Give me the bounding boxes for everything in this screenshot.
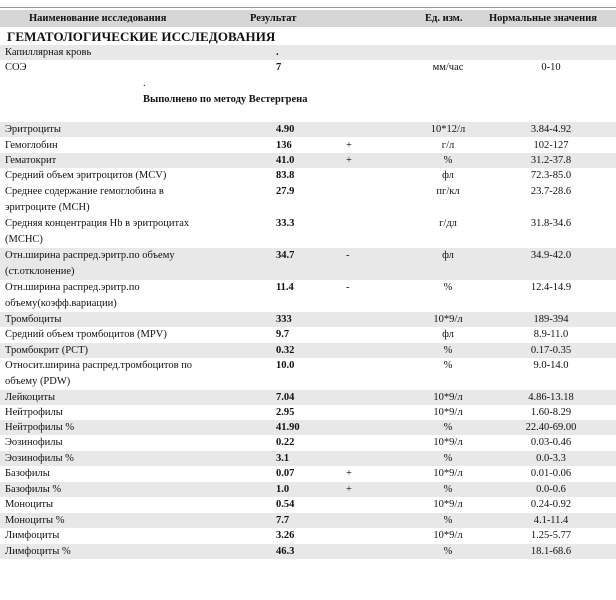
reference-range: 0.0-0.6 bbox=[536, 484, 566, 495]
test-name: Лимфоциты bbox=[5, 530, 60, 541]
table-row bbox=[0, 435, 616, 451]
test-result: 0.54 bbox=[276, 499, 295, 510]
reference-range: 189-394 bbox=[533, 314, 569, 325]
test-unit: % bbox=[443, 546, 453, 557]
reference-range: 34.9-42.0 bbox=[530, 250, 572, 261]
reference-range: 0.24-0.92 bbox=[530, 499, 572, 510]
test-result: 11.4 bbox=[276, 282, 294, 293]
test-result: 9.7 bbox=[276, 329, 290, 340]
table-row bbox=[0, 280, 616, 312]
table-row bbox=[0, 168, 616, 184]
table-row bbox=[0, 544, 616, 559]
method-note: Выполнено по методу Вестергрена bbox=[143, 94, 308, 105]
test-result: 0.07 bbox=[276, 468, 295, 479]
test-name: Отн.ширина распред.эритр.по объему (ст.отклонение) bbox=[5, 250, 175, 277]
test-result: 7.04 bbox=[276, 392, 295, 403]
reference-range: 12.4-14.9 bbox=[530, 282, 572, 293]
reference-range: 0.03-0.46 bbox=[530, 437, 572, 448]
table-row bbox=[0, 497, 616, 513]
table-row bbox=[0, 138, 616, 153]
reference-range: 9.0-14.0 bbox=[533, 360, 569, 371]
header-unit: Ед. изм. bbox=[425, 13, 463, 24]
reference-range: 0.0-3.3 bbox=[536, 453, 566, 464]
test-name: Средний объем эритроцитов (MCV) bbox=[5, 170, 167, 181]
method-dot: . bbox=[143, 78, 146, 89]
test-result: 10.0 bbox=[276, 360, 295, 371]
reference-range: 4.1-11.4 bbox=[533, 515, 569, 526]
test-name: Моноциты % bbox=[5, 515, 65, 526]
test-result: 41.90 bbox=[276, 422, 300, 433]
test-name: Эозинофилы bbox=[5, 437, 63, 448]
test-unit: 10*9/л bbox=[433, 392, 463, 403]
test-unit: мм/час bbox=[432, 62, 464, 73]
table-row bbox=[0, 451, 616, 466]
reference-range: 22.40-69.00 bbox=[525, 422, 577, 433]
test-name: Тромбоциты bbox=[5, 314, 62, 325]
test-name: Гематокрит bbox=[5, 155, 57, 166]
section-title: ГЕМАТОЛОГИЧЕСКИЕ ИССЛЕДОВАНИЯ bbox=[7, 29, 276, 44]
test-result: 27.9 bbox=[276, 186, 295, 197]
table-header bbox=[0, 10, 616, 27]
result-flag: + bbox=[346, 155, 352, 166]
reference-range: 0.17-0.35 bbox=[530, 345, 572, 356]
result-flag: + bbox=[346, 468, 352, 479]
reference-range: 31.8-34.6 bbox=[530, 218, 572, 229]
table-row bbox=[0, 420, 616, 435]
test-result: 83.8 bbox=[276, 170, 295, 181]
test-unit: фл bbox=[442, 170, 454, 181]
test-name: Средний объем тромбоцитов (MPV) bbox=[5, 329, 167, 340]
test-unit: 10*9/л bbox=[433, 407, 463, 418]
header-norm: Нормальные значения bbox=[489, 13, 597, 24]
table-row bbox=[0, 60, 616, 76]
test-name: Эозинофилы % bbox=[5, 453, 74, 464]
test-name: Эритроциты bbox=[5, 124, 61, 135]
test-result: 333 bbox=[276, 314, 292, 325]
test-result: 46.3 bbox=[276, 546, 295, 557]
table-row bbox=[0, 248, 616, 280]
test-result: 3.1 bbox=[276, 453, 290, 464]
table-row bbox=[0, 122, 616, 137]
test-result: 33.3 bbox=[276, 218, 295, 229]
table-row bbox=[0, 482, 616, 497]
test-name: Нейтрофилы % bbox=[5, 422, 75, 433]
reference-range: 0-10 bbox=[541, 62, 561, 73]
test-unit: фл bbox=[442, 329, 454, 340]
test-name: Нейтрофилы bbox=[5, 407, 63, 418]
test-name: Среднее содержание гемоглобина в эритроците (MCH) bbox=[5, 186, 164, 213]
table-row bbox=[0, 343, 616, 358]
test-name: Базофилы % bbox=[5, 484, 62, 495]
table-row bbox=[0, 327, 616, 343]
test-name: Моноциты bbox=[5, 499, 54, 510]
top-border bbox=[0, 0, 616, 8]
reference-range: 23.7-28.6 bbox=[530, 186, 572, 197]
test-name: Гемоглобин bbox=[5, 140, 58, 151]
table-row bbox=[0, 216, 616, 248]
table-row bbox=[0, 528, 616, 544]
reference-range: 8.9-11.0 bbox=[533, 329, 569, 340]
test-result: 34.7 bbox=[276, 250, 295, 261]
test-name: Отн.ширина распред.эритр.по объему(коэфф.вариации) bbox=[5, 282, 140, 309]
table-row bbox=[0, 45, 616, 60]
result-flag: - bbox=[346, 250, 350, 261]
test-result: 41.0 bbox=[276, 155, 295, 166]
test-result: 136 bbox=[276, 140, 292, 151]
reference-range: 72.3-85.0 bbox=[530, 170, 572, 181]
reference-range: 1.60-8.29 bbox=[530, 407, 572, 418]
test-result: 0.22 bbox=[276, 437, 295, 448]
test-unit: г/л bbox=[441, 140, 455, 151]
table-row bbox=[0, 466, 616, 482]
test-unit: 10*9/л bbox=[433, 530, 463, 541]
reference-range: 3.84-4.92 bbox=[530, 124, 572, 135]
test-result: 7 bbox=[276, 62, 282, 73]
test-unit: % bbox=[443, 360, 453, 371]
reference-range: 4.86-13.18 bbox=[528, 392, 574, 403]
test-name: Относит.ширина распред.тромбоцитов по объему (PDW) bbox=[5, 360, 193, 387]
test-unit: 10*9/л bbox=[433, 437, 463, 448]
reference-range: 1.25-5.77 bbox=[530, 530, 572, 541]
test-name: СОЭ bbox=[5, 62, 27, 73]
result-flag: - bbox=[346, 282, 350, 293]
test-unit: 10*9/л bbox=[433, 468, 463, 479]
test-name: Тромбокрит (PCT) bbox=[5, 345, 88, 356]
test-name: Лейкоциты bbox=[5, 392, 56, 403]
test-unit: % bbox=[443, 155, 453, 166]
test-unit: фл bbox=[442, 250, 454, 261]
test-unit: % bbox=[443, 422, 453, 433]
test-unit: пг/кл bbox=[436, 186, 460, 197]
header-result: Результат bbox=[250, 13, 297, 24]
test-unit: г/дл bbox=[439, 218, 457, 229]
test-unit: % bbox=[443, 453, 453, 464]
test-result: 2.95 bbox=[276, 407, 295, 418]
table-row bbox=[0, 312, 616, 327]
test-name: Базофилы bbox=[5, 468, 50, 479]
reference-range: 102-127 bbox=[533, 140, 569, 151]
test-unit: % bbox=[443, 515, 453, 526]
test-unit: % bbox=[443, 484, 453, 495]
test-unit: % bbox=[443, 345, 453, 356]
test-result: 0.32 bbox=[276, 345, 295, 356]
test-result: . bbox=[276, 47, 279, 58]
header-name: Наименование исследования bbox=[29, 13, 167, 24]
result-flag: + bbox=[346, 484, 352, 495]
test-result: 3.26 bbox=[276, 530, 295, 541]
test-unit: % bbox=[443, 282, 453, 293]
reference-range: 31.2-37.8 bbox=[530, 155, 572, 166]
reference-range: 0.01-0.06 bbox=[530, 468, 572, 479]
test-name: Средняя концентрация Hb в эритроцитах (MCHC) bbox=[5, 218, 190, 245]
table-row bbox=[0, 390, 616, 405]
table-row bbox=[0, 153, 616, 168]
test-unit: 10*12/л bbox=[430, 124, 466, 135]
test-unit: 10*9/л bbox=[433, 314, 463, 325]
reference-range: 18.1-68.6 bbox=[530, 546, 572, 557]
table-row bbox=[0, 358, 616, 390]
test-result: 4.90 bbox=[276, 124, 295, 135]
test-name: Лимфоциты % bbox=[5, 546, 71, 557]
table-row bbox=[0, 405, 616, 420]
test-result: 7.7 bbox=[276, 515, 290, 526]
table-row bbox=[0, 513, 616, 528]
test-unit: 10*9/л bbox=[433, 499, 463, 510]
test-result: 1.0 bbox=[276, 484, 290, 495]
test-name: Капиллярная кровь bbox=[5, 47, 92, 58]
result-flag: + bbox=[346, 140, 352, 151]
table-row bbox=[0, 184, 616, 216]
